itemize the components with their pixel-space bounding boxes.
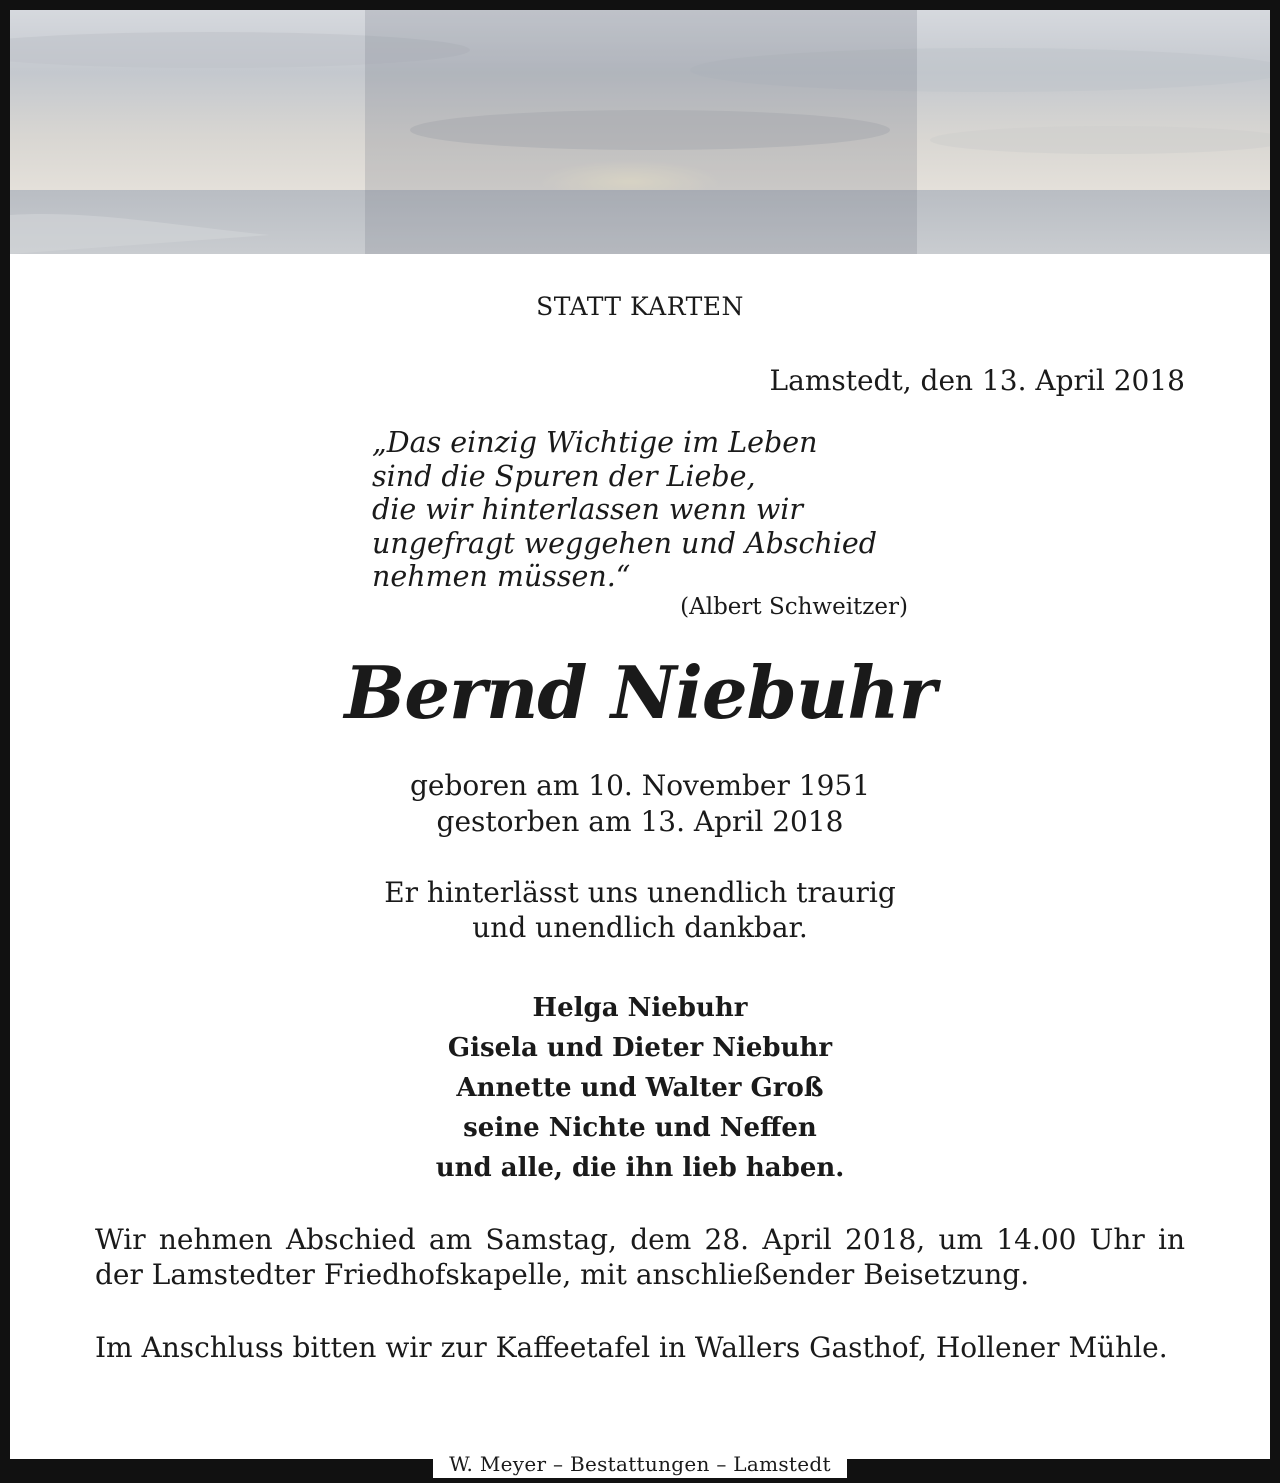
quote-line: ungefragt weggehen und Abschied xyxy=(372,526,877,560)
deceased-name: Bernd Niebuhr xyxy=(344,650,936,735)
mourner: Helga Niebuhr xyxy=(532,993,748,1023)
life-dates xyxy=(0,768,1280,840)
mourner: Gisela und Dieter Niebuhr xyxy=(447,1033,833,1063)
quote-line: „Das einzig Wichtige im Leben xyxy=(372,426,818,459)
death-date: gestorben am 13. April 2018 xyxy=(436,805,844,838)
quote-line: nehmen müssen.“ xyxy=(372,560,631,593)
quote-line: die wir hinterlassen wenn wir xyxy=(372,493,804,526)
reception-paragraph: Im Anschluss bitten wir zur Kaffeetafel in Wallers Gasthof, Hollener Mühle. xyxy=(95,1331,1168,1364)
quote-line: sind die Spuren der Liebe, xyxy=(372,459,756,493)
quote-block xyxy=(372,426,932,594)
sentiment-line: Er hinterlässt uns unendlich traurig xyxy=(384,876,896,909)
farewell-paragraph: Wir nehmen Abschied am Samstag, dem 28. April 2018, um 14.00 Uhr in der Lamstedter Friedhofskapelle, mit anschließender Beisetzung. xyxy=(95,1223,1185,1291)
mourner: seine Nichte und Neffen xyxy=(463,1113,817,1143)
statt-karten-label: STATT KARTEN xyxy=(536,292,744,321)
sentiment-line: und unendlich dankbar. xyxy=(472,911,808,944)
footer xyxy=(0,1450,1280,1478)
undertaker-label: W. Meyer – Bestattungen – Lamstedt xyxy=(433,1450,847,1478)
sunset-sea-photo xyxy=(10,10,1270,254)
mourner: und alle, die ihn lieb haben. xyxy=(435,1153,845,1183)
place-date: Lamstedt, den 13. April 2018 xyxy=(769,364,1185,397)
sentiment-text xyxy=(0,875,1280,945)
birth-date: geboren am 10. November 1951 xyxy=(409,769,871,802)
quote-author: (Albert Schweitzer) xyxy=(680,594,908,620)
sunset-sea-image xyxy=(10,10,1270,254)
mourners-list xyxy=(0,988,1280,1188)
mourner: Annette und Walter Groß xyxy=(456,1073,824,1103)
